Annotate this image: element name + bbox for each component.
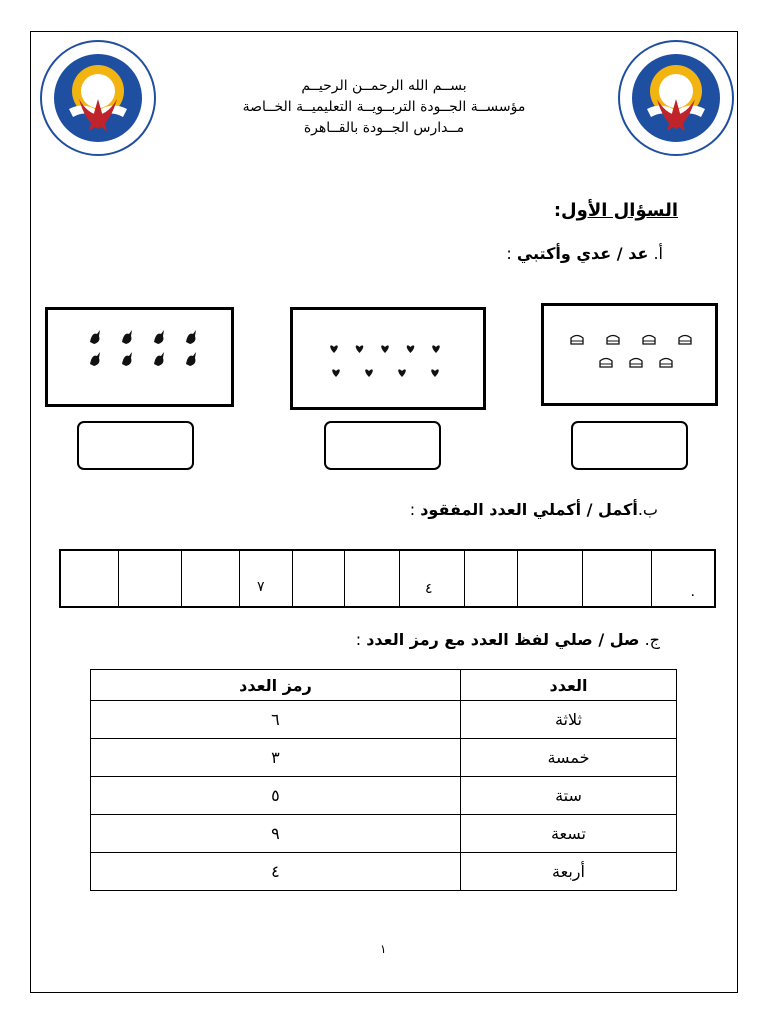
number-symbol[interactable]: ٥ [91, 777, 461, 815]
heart-icon [356, 345, 364, 353]
answer-box-hearts[interactable] [324, 421, 441, 470]
number-line-value-7: ٧ [257, 579, 265, 595]
section-b-colon: : [409, 500, 416, 519]
heart-icon [432, 345, 440, 353]
number-word[interactable]: تسعة [460, 815, 676, 853]
school-logo-left [39, 39, 157, 157]
number-line-divider [464, 551, 465, 606]
rooster-icon [90, 352, 100, 366]
rooster-group [48, 310, 231, 404]
table-row [91, 815, 677, 853]
counting-box-cakes [541, 303, 718, 406]
school-header [200, 76, 568, 139]
column-header-symbol: رمز العدد [91, 670, 461, 701]
rooster-icon [122, 330, 132, 344]
school-logo-right [617, 39, 735, 157]
cake-icon [630, 359, 642, 368]
number-word[interactable]: خمسة [460, 739, 676, 777]
answer-box-roosters[interactable] [77, 421, 194, 470]
number-line-divider [118, 551, 119, 606]
number-line-divider [344, 551, 345, 606]
number-line-divider [181, 551, 182, 606]
heart-icon [407, 345, 415, 353]
rooster-icon [122, 352, 132, 366]
section-c-colon: : [355, 630, 362, 649]
rooster-icon [186, 352, 196, 366]
table-row [91, 701, 677, 739]
section-a-text: عد / عدي وأكتبي [516, 244, 649, 263]
number-line [59, 549, 716, 608]
heart-group [293, 310, 483, 407]
question-title-colon: : [553, 200, 562, 221]
institution-name: مؤسســة الجــودة التربــويــة التعليميــة الخــاصة [242, 99, 526, 115]
table-row [91, 853, 677, 891]
table-row [91, 777, 677, 815]
section-c-letter: ج. [644, 630, 660, 649]
cake-icon [607, 336, 619, 345]
basmala: بســم الله الرحمــن الرحيــم [301, 78, 467, 94]
heart-icon [398, 369, 406, 377]
page-number: ١ [380, 942, 387, 956]
number-symbol[interactable]: ٤ [91, 853, 461, 891]
section-b-text: أكمل / أكملي العدد المفقود [420, 500, 638, 519]
number-word[interactable]: أربعة [460, 853, 676, 891]
counting-box-hearts [290, 307, 486, 410]
cake-icon [679, 336, 691, 345]
number-line-divider [582, 551, 583, 606]
number-line-divider [292, 551, 293, 606]
counting-box-roosters [45, 307, 234, 407]
matching-table-header [91, 670, 677, 701]
question-title [554, 200, 678, 221]
heart-icon [381, 345, 389, 353]
section-a-letter: أ. [653, 244, 663, 263]
section-a-colon: : [506, 244, 512, 263]
table-row [91, 739, 677, 777]
number-line-divider [517, 551, 518, 606]
section-b-instruction [410, 500, 658, 519]
rooster-icon [90, 330, 100, 344]
rooster-icon [154, 330, 164, 344]
number-line-divider [651, 551, 652, 606]
answer-box-cakes[interactable] [571, 421, 688, 470]
heart-icon [332, 369, 340, 377]
section-c-instruction [356, 630, 660, 649]
number-line-divider [239, 551, 240, 606]
school-name: مــدارس الجــودة بالقــاهرة [303, 120, 465, 136]
rooster-icon [154, 352, 164, 366]
cake-group [544, 306, 715, 403]
cake-icon [571, 336, 583, 345]
number-word[interactable]: ثلاثة [460, 701, 676, 739]
number-line-value-0: ٠ [689, 587, 697, 603]
matching-table [90, 669, 677, 891]
question-title-text: السؤال الأول [561, 200, 678, 221]
cake-icon [643, 336, 655, 345]
number-line-divider [399, 551, 400, 606]
number-symbol[interactable]: ٩ [91, 815, 461, 853]
section-a-instruction [506, 244, 663, 263]
cake-icon [660, 359, 672, 368]
section-c-text: صل / صلي لفظ العدد مع رمز العدد [366, 630, 640, 649]
number-line-value-4: ٤ [425, 581, 433, 597]
number-symbol[interactable]: ٣ [91, 739, 461, 777]
heart-icon [330, 345, 338, 353]
heart-icon [431, 369, 439, 377]
section-b-letter: ب. [637, 500, 658, 519]
column-header-word: العدد [460, 670, 676, 701]
number-symbol[interactable]: ٦ [91, 701, 461, 739]
number-word[interactable]: ستة [460, 777, 676, 815]
cake-icon [600, 359, 612, 368]
rooster-icon [186, 330, 196, 344]
heart-icon [365, 369, 373, 377]
